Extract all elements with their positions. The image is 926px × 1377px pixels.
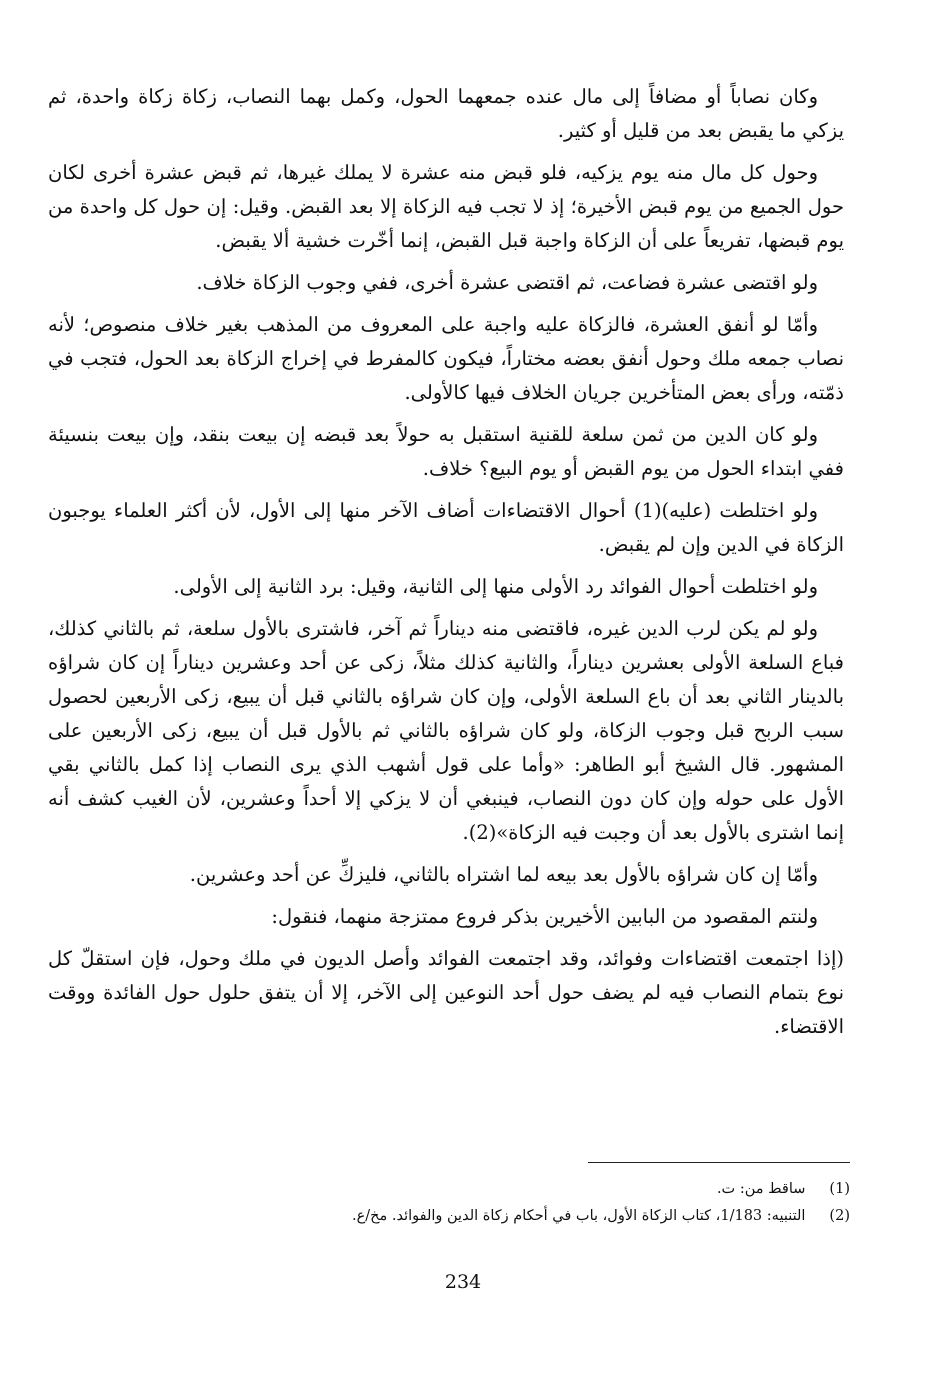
paragraph-11: (إذا اجتمعت اقتضاءات وفوائد، وقد اجتمعت الفوائد وأصل الديون في ملك وحول، فإن استقلّ كل نوع بتمام النصاب فيه لم يضف حول أحد النوعين إلى الآخر، إلا أن يتفق حلول حول الفائدة ووقت الاقتضاء. — [48, 947, 844, 1038]
footnote-2-text: التنبيه: 1/183، كتاب الزكاة الأول، باب في أحكام زكاة الدين والفوائد. مخ/ع. — [351, 1208, 806, 1224]
footnote-2 — [260, 1203, 850, 1230]
paragraph-7: ولو اختلطت أحوال الفوائد رد الأولى منها إلى الثانية، وقيل: برد الثانية إلى الأولى. — [173, 575, 818, 598]
paragraph-10: ولنتم المقصود من البابين الأخيرين بذكر فروع ممتزجة منهما، فنقول: — [271, 905, 818, 928]
paragraph-6: ولو اختلطت (عليه)(1) أحوال الاقتضاءات أضاف الآخر منها إلى الأول، لأن أكثر العلماء يوجبون الزكاة في الدين وإن لم يقبض. — [48, 499, 844, 556]
paragraph-1: وكان نصاباً أو مضافاً إلى مال عنده جمعهما الحول، وكمل بهما النصاب، زكاة زكاة واحدة، ثم يزكي ما يقبض بعد من قليل أو كثير. — [48, 85, 844, 142]
paragraph-9: وأمّا إن كان شراؤه بالأول بعد بيعه لما اشتراه بالثاني، فليزكِّ عن أحد وعشرين. — [189, 863, 818, 886]
footnote-1 — [260, 1176, 850, 1203]
main-text — [48, 80, 844, 1052]
footnote-1-number: (1) — [829, 1181, 850, 1197]
paragraph-4: وأمّا لو أنفق العشرة، فالزكاة عليه واجبة على المعروف من المذهب بغير خلاف منصوص؛ لأنه نصاب جمعه ملك وحول أنفق بعضه مختاراً، فيكون كالمفرط في إخراج الزكاة بعد الحول، فتجب في ذمّته، ورأى بعض المتأخرين جريان الخلاف فيها كالأولى. — [48, 313, 844, 404]
paragraph-2: وحول كل مال منه يوم يزكيه، فلو قبض منه عشرة لا يملك غيرها، ثم قبض عشرة أخرى لكان حول الجميع من يوم قبض الأخيرة؛ إذ لا تجب فيه الزكاة إلا بعد القبض. وقيل: إن حول كل واحدة من يوم قبضها، تفريعاً على أن الزكاة واجبة قبل القبض، إنما أخّرت خشية ألا يقبض. — [48, 161, 844, 252]
paragraph-8: ولو لم يكن لرب الدين غيره، فاقتضى منه ديناراً ثم آخر، فاشترى بالأول سلعة، ثم بالثاني كذلك، فباع السلعة الأولى بعشرين ديناراً، والثانية كذلك مثلاً، زكى عن أحد وعشرين ديناراً إن كان شراؤه بالدينار الثاني بعد أن باع السلعة الأولى، وإن كان شراؤه بالثاني قبل أن يبيع، زكى الأربعين لحصول سبب الربح قبل وجوب الزكاة، ولو كان شراؤه بالثاني ثم بالأول قبل أن يبيع، زكى الأربعين على المشهور. قال الشيخ أبو الطاهر: «وأما على قول أشهب الذي يرى النصاب إذا كمل بالثاني بقي الأول على حوله وإن كان دون النصاب، فينبغي أن لا يزكي إلا أحداً وعشرين، لأن الغيب كشف أنه إنما اشترى بالأول بعد أن وجبت فيه الزكاة»(2). — [48, 617, 844, 844]
footnote-divider — [588, 1162, 850, 1163]
paragraph-3: ولو اقتضى عشرة فضاعت، ثم اقتضى عشرة أخرى، ففي وجوب الزكاة خلاف. — [196, 271, 818, 294]
footnote-2-number: (2) — [829, 1208, 850, 1224]
paragraph-5: ولو كان الدين من ثمن سلعة للقنية استقبل به حولاً بعد قبضه إن بيعت بنقد، وإن بيعت بنسيئة ففي ابتداء الحول من يوم القبض أو يوم البيع؟ خلاف. — [48, 423, 844, 480]
footnotes — [260, 1176, 850, 1230]
page-number: 234 — [444, 1271, 482, 1293]
footnote-1-text: ساقط من: ت. — [716, 1181, 806, 1197]
